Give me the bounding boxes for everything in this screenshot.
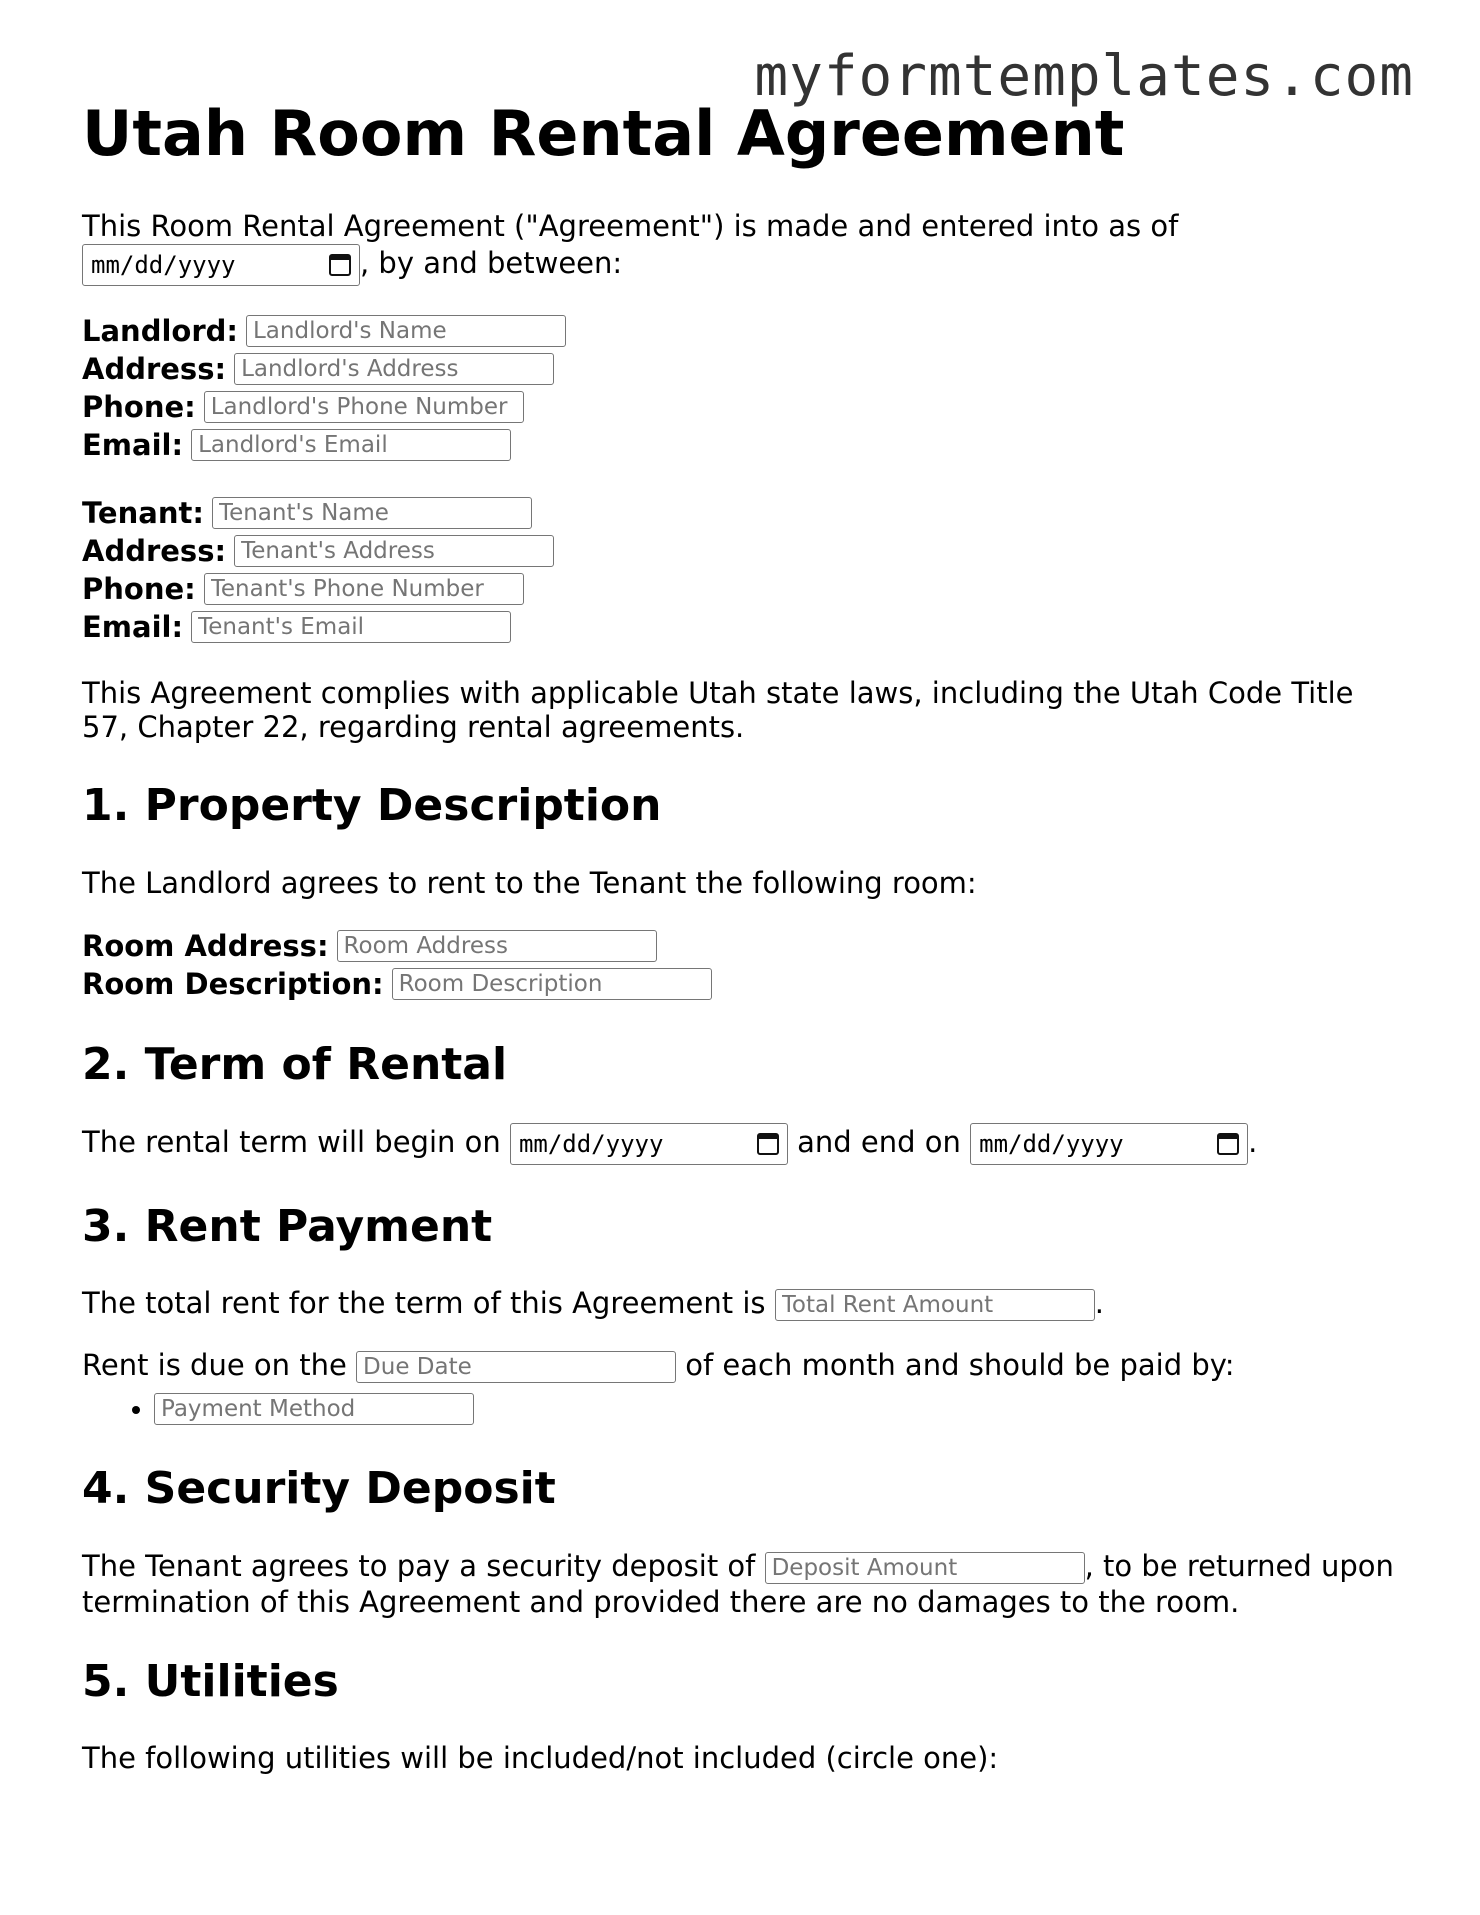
due-date-text-after: of each month and should be paid by: bbox=[685, 1348, 1235, 1383]
payment-method-input[interactable] bbox=[154, 1393, 474, 1425]
landlord-email-input[interactable] bbox=[191, 429, 511, 461]
landlord-name-label: Landlord: bbox=[82, 314, 238, 349]
room-address-label: Room Address: bbox=[82, 928, 329, 963]
tenant-name-label: Tenant: bbox=[82, 496, 204, 531]
deposit-text-after: , to be returned upon termination of this Agreement and provided there are no damages to the room. bbox=[82, 1548, 1394, 1619]
tenant-address-label: Address: bbox=[82, 534, 227, 569]
tenant-info bbox=[82, 494, 1402, 646]
tenant-address-input[interactable] bbox=[234, 535, 554, 567]
utilities-text: The following utilities will be included/not included (circle one): bbox=[82, 1741, 999, 1776]
deposit-text: The Tenant agrees to pay a security deposit of bbox=[82, 1548, 756, 1583]
intro-text: This Room Rental Agreement ("Agreement") is made and entered into as of bbox=[82, 209, 1179, 244]
property-intro: The Landlord agrees to rent to the Tenant the following room: bbox=[82, 865, 977, 900]
room-description-label: Room Description: bbox=[82, 966, 384, 1001]
payment-method-list bbox=[82, 1387, 1402, 1427]
landlord-address-label: Address: bbox=[82, 352, 227, 387]
intro-text-after: , by and between: bbox=[360, 246, 623, 281]
calendar-icon[interactable] bbox=[757, 1133, 779, 1155]
section-3-heading: 3. Rent Payment bbox=[82, 1200, 493, 1252]
deposit-amount-input[interactable] bbox=[765, 1552, 1085, 1584]
landlord-phone-label: Phone: bbox=[82, 390, 196, 425]
tenant-phone-label: Phone: bbox=[82, 572, 196, 607]
intro-paragraph bbox=[82, 208, 1402, 286]
compliance-text: This Agreement complies with applicable Utah state laws, including the Utah Code Title 57, Chapter 22, regarding rental agreements. bbox=[82, 676, 1354, 745]
start-date-input[interactable] bbox=[510, 1123, 788, 1165]
list-item bbox=[154, 1387, 1402, 1427]
agreement-document bbox=[82, 97, 1402, 1776]
term-text-middle: and end on bbox=[797, 1124, 961, 1159]
term-text-end: . bbox=[1248, 1124, 1258, 1159]
total-rent-paragraph bbox=[82, 1285, 1402, 1321]
watermark: myformtemplates.com bbox=[754, 44, 1414, 109]
deposit-paragraph bbox=[82, 1548, 1402, 1620]
total-rent-input[interactable] bbox=[775, 1289, 1095, 1321]
due-date-input[interactable] bbox=[356, 1351, 676, 1383]
calendar-icon[interactable] bbox=[1217, 1133, 1239, 1155]
section-5-heading: 5. Utilities bbox=[82, 1655, 339, 1707]
date-placeholder: mm/dd/yyyy bbox=[979, 1129, 1124, 1158]
section-1-heading: 1. Property Description bbox=[82, 780, 662, 832]
tenant-phone-input[interactable] bbox=[204, 573, 524, 605]
total-rent-text: The total rent for the term of this Agreement is bbox=[82, 1286, 766, 1321]
section-2-heading: 2. Term of Rental bbox=[82, 1038, 508, 1090]
due-date-paragraph bbox=[82, 1347, 1402, 1383]
landlord-phone-input[interactable] bbox=[204, 391, 524, 423]
landlord-info bbox=[82, 312, 1402, 464]
tenant-name-input[interactable] bbox=[212, 497, 532, 529]
tenant-email-label: Email: bbox=[82, 610, 184, 645]
landlord-address-input[interactable] bbox=[234, 353, 554, 385]
section-4-heading: 4. Security Deposit bbox=[82, 1463, 556, 1515]
term-text-start: The rental term will begin on bbox=[82, 1124, 501, 1159]
calendar-icon[interactable] bbox=[329, 254, 351, 276]
term-paragraph bbox=[82, 1123, 1402, 1165]
end-date-input[interactable] bbox=[970, 1123, 1248, 1165]
date-placeholder: mm/dd/yyyy bbox=[518, 1129, 664, 1158]
landlord-name-input[interactable] bbox=[246, 315, 566, 347]
room-description-input[interactable] bbox=[392, 968, 712, 1000]
date-placeholder: mm/dd/yyyy bbox=[91, 251, 236, 280]
total-rent-period: . bbox=[1094, 1286, 1104, 1321]
tenant-email-input[interactable] bbox=[191, 611, 511, 643]
landlord-email-label: Email: bbox=[82, 428, 184, 463]
due-date-text: Rent is due on the bbox=[82, 1348, 347, 1383]
room-address-input[interactable] bbox=[337, 930, 657, 962]
page-title: Utah Room Rental Agreement bbox=[82, 97, 1125, 170]
agreement-date-input[interactable] bbox=[82, 244, 360, 286]
